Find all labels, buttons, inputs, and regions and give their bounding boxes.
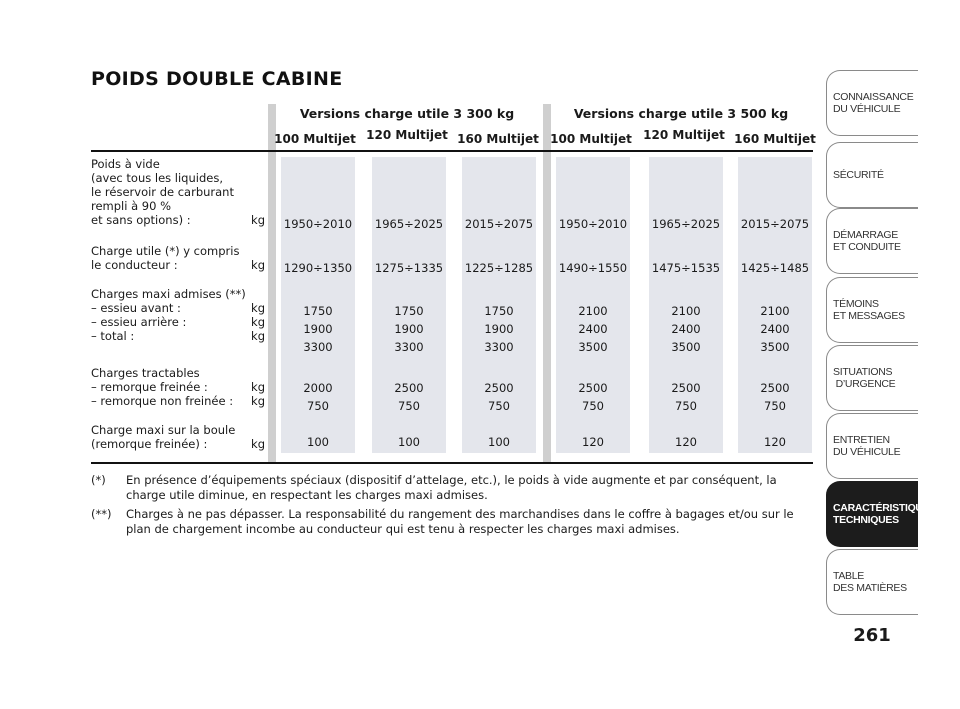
column-header: 120 Multijet [643, 128, 725, 142]
row-unit: kg [251, 437, 265, 451]
cell-tractables: 2500 750 [760, 381, 790, 413]
cell-vide: 1950÷2010 [558, 217, 628, 231]
data-column [738, 157, 812, 453]
column-header: 100 Multijet [550, 132, 632, 146]
cell-vide: 2015÷2075 [464, 217, 534, 231]
footnote-marker: (**) [91, 507, 112, 521]
row-label-utile [91, 244, 265, 272]
chapter-tab[interactable] [826, 277, 918, 343]
row-label-text: Charges tractables – remorque freinée : – remorque non freinée : [91, 366, 234, 408]
chapter-tab[interactable] [826, 345, 918, 411]
row-label-text: Poids à vide (avec tous les liquides, le réservoir de carburant rempli à 90 % et sans options) : [91, 157, 234, 227]
cell-boule: 100 [488, 435, 510, 449]
chapter-tab[interactable] [826, 70, 918, 136]
chapter-tab-label: SITUATIONS D’URGENCE [833, 366, 896, 390]
chapter-tab-label: ENTRETIEN DU VÉHICULE [833, 434, 901, 458]
chapter-tab-label: CONNAISSANCE DU VÉHICULE [833, 91, 914, 115]
row-unit: kg kg [251, 380, 265, 408]
cell-tractables: 2500 750 [578, 381, 608, 413]
header-rule [91, 150, 813, 152]
chapter-tab[interactable] [826, 481, 937, 547]
cell-admises: 1750 1900 3300 [484, 304, 514, 354]
footnote-1 [91, 473, 806, 503]
group-header-3300: Versions charge utile 3 300 kg [299, 106, 515, 121]
data-column [281, 157, 355, 453]
row-label-text: Charge utile (*) y compris le conducteur : [91, 244, 240, 272]
chapter-tab[interactable] [826, 142, 918, 208]
page-title: POIDS DOUBLE CABINE [91, 68, 343, 90]
cell-admises: 2100 2400 3500 [578, 304, 608, 354]
data-column [462, 157, 536, 453]
footnotes [91, 473, 806, 541]
column-header: 160 Multijet [734, 132, 816, 146]
cell-utile: 1290÷1350 [283, 261, 353, 275]
chapter-tab-label: TÉMOINS ET MESSAGES [833, 298, 905, 322]
row-label-vide [91, 157, 265, 227]
cell-boule: 100 [398, 435, 420, 449]
chapter-tab-label: DÉMARRAGE ET CONDUITE [833, 229, 901, 253]
chapter-tab[interactable] [826, 549, 918, 615]
table-left-separator [268, 104, 276, 464]
row-label-tractables [91, 366, 265, 408]
cell-utile: 1490÷1550 [558, 261, 628, 275]
cell-utile: 1275÷1335 [374, 261, 444, 275]
footnote-text: En présence d’équipements spéciaux (dispositif d’attelage, etc.), le poids à vide augmente et par conséquent, la charge utile diminue, en respectant les charges maxi admises. [126, 473, 777, 502]
footnote-text: Charges à ne pas dépasser. La responsabilité du rangement des marchandises dans le coffre à bagages et/ou sur le plan de chargement incombe au conducteur qui est tenu à respecter les charges maxi admises. [126, 507, 794, 536]
chapter-tab-label: TABLE DES MATIÈRES [833, 570, 907, 594]
cell-utile: 1475÷1535 [651, 261, 721, 275]
cell-tractables: 2500 750 [484, 381, 514, 413]
chapter-tab-label: CARACTÉRISTIQUES TECHNIQUES [833, 502, 937, 526]
row-label-admises [91, 287, 265, 343]
cell-admises: 1750 1900 3300 [303, 304, 333, 354]
cell-boule: 120 [764, 435, 786, 449]
column-header: 100 Multijet [274, 132, 356, 146]
cell-boule: 120 [582, 435, 604, 449]
row-label-boule [91, 423, 265, 451]
group-header-3500: Versions charge utile 3 500 kg [573, 106, 789, 121]
footnote-marker: (*) [91, 473, 106, 487]
data-column [556, 157, 630, 453]
data-column [372, 157, 446, 453]
cell-admises: 2100 2400 3500 [671, 304, 701, 354]
row-label-text: Charges maxi admises (**) – essieu avant : – essieu arrière : – total : [91, 287, 246, 343]
cell-vide: 1965÷2025 [374, 217, 444, 231]
row-unit: kg kg kg [251, 301, 265, 343]
row-unit: kg [251, 258, 265, 272]
cell-boule: 100 [307, 435, 329, 449]
cell-admises: 2100 2400 3500 [760, 304, 790, 354]
cell-tractables: 2500 750 [671, 381, 701, 413]
row-label-text: Charge maxi sur la boule (remorque freinée) : [91, 423, 236, 451]
row-unit: kg [251, 213, 265, 227]
cell-tractables: 2000 750 [303, 381, 333, 413]
table-bottom-rule [91, 462, 813, 464]
cell-vide: 1950÷2010 [283, 217, 353, 231]
chapter-tab[interactable] [826, 208, 918, 274]
cell-tractables: 2500 750 [394, 381, 424, 413]
page-number: 261 [853, 625, 891, 646]
group-separator [543, 104, 551, 464]
cell-utile: 1425÷1485 [740, 261, 810, 275]
cell-admises: 1750 1900 3300 [394, 304, 424, 354]
column-header: 120 Multijet [366, 128, 448, 142]
chapter-tab[interactable] [826, 413, 918, 479]
cell-vide: 1965÷2025 [651, 217, 721, 231]
cell-utile: 1225÷1285 [464, 261, 534, 275]
cell-boule: 120 [675, 435, 697, 449]
cell-vide: 2015÷2075 [740, 217, 810, 231]
chapter-tab-label: SÉCURITÉ [833, 169, 884, 181]
data-column [649, 157, 723, 453]
column-header: 160 Multijet [457, 132, 539, 146]
footnote-2 [91, 507, 806, 537]
